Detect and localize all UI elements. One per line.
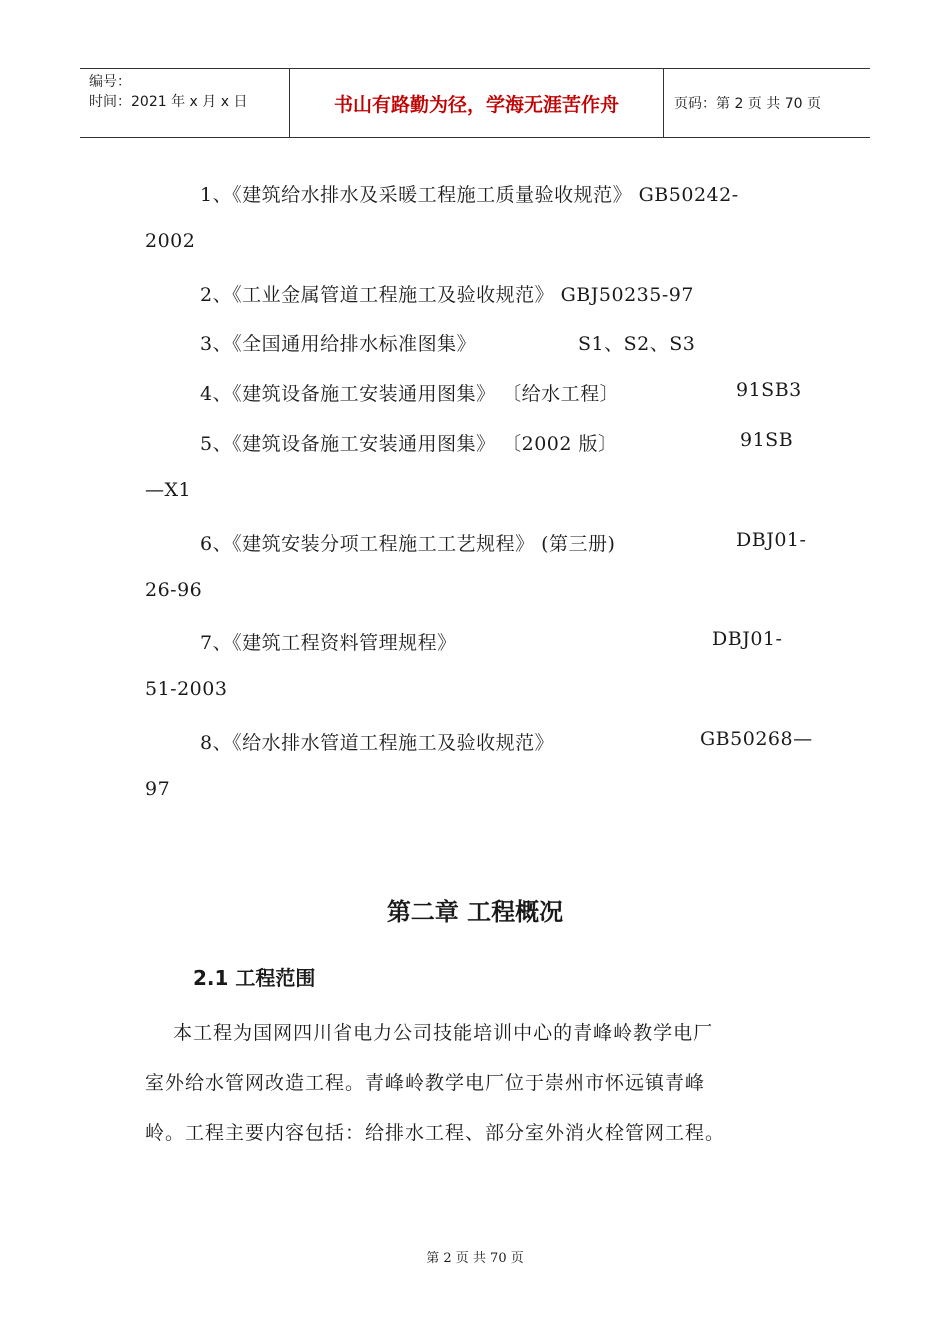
header-slogan: 书山有路勤为径，学海无涯苦作舟 <box>290 69 664 137</box>
paragraph-line-2: 室外给水管网改造工程。青峰岭教学电厂位于崇州市怀远镇青峰 <box>145 1072 706 1094</box>
header-page-info: 页码：第 2 页 共 70 页 <box>674 96 821 112</box>
reference-item-6-cont: 26-96 <box>145 579 203 601</box>
reference-item-7-code: DBJ01- <box>712 628 783 650</box>
paragraph-line-1: 本工程为国网四川省电力公司技能培训中心的青峰岭教学电厂 <box>145 1022 714 1044</box>
reference-item-1-cont: 2002 <box>145 230 196 252</box>
doc-time-label: 时间：2021 年 x 月 x 日 <box>89 94 248 110</box>
section-title: 2.1 工程范围 <box>193 966 316 990</box>
page-header <box>80 68 870 138</box>
reference-item-8-cont: 97 <box>145 778 171 800</box>
reference-item-5-code: 91SB <box>740 429 794 451</box>
reference-item-6: 6、《建筑安装分项工程施工工艺规程》 (第三册) <box>200 533 616 555</box>
reference-item-5: 5、《建筑设备施工安装通用图集》 〔2002 版〕 <box>200 433 618 455</box>
reference-item-4-code: 91SB3 <box>736 379 802 401</box>
reference-item-8: 8、《给水排水管道工程施工及验收规范》 <box>200 732 555 754</box>
reference-item-6-code: DBJ01- <box>736 529 807 551</box>
doc-number-label: 编号： <box>89 74 131 90</box>
reference-item-8-code: GB50268— <box>700 728 813 750</box>
chapter-title: 第二章 工程概况 <box>386 898 564 926</box>
reference-item-2: 2、《工业金属管道工程施工及验收规范》 GBJ50235-97 <box>200 284 694 306</box>
header-meta <box>80 69 290 137</box>
reference-item-4: 4、《建筑设备施工安装通用图集》 〔给水工程〕 <box>200 383 620 405</box>
reference-item-5-cont: —X1 <box>145 479 192 501</box>
paragraph-line-3: 岭。工程主要内容包括：给排水工程、部分室外消火栓管网工程。 <box>145 1122 726 1144</box>
reference-item-7: 7、《建筑工程资料管理规程》 <box>200 632 457 654</box>
reference-item-3: 3、《全国通用给排水标准图集》 <box>200 333 477 355</box>
page-footer: 第 2 页 共 70 页 <box>426 1251 524 1266</box>
reference-item-1: 1、《建筑给水排水及采暖工程施工质量验收规范》 GB50242- <box>200 184 739 206</box>
reference-item-3-code: S1、S2、S3 <box>578 333 696 355</box>
reference-item-7-cont: 51-2003 <box>145 678 228 700</box>
